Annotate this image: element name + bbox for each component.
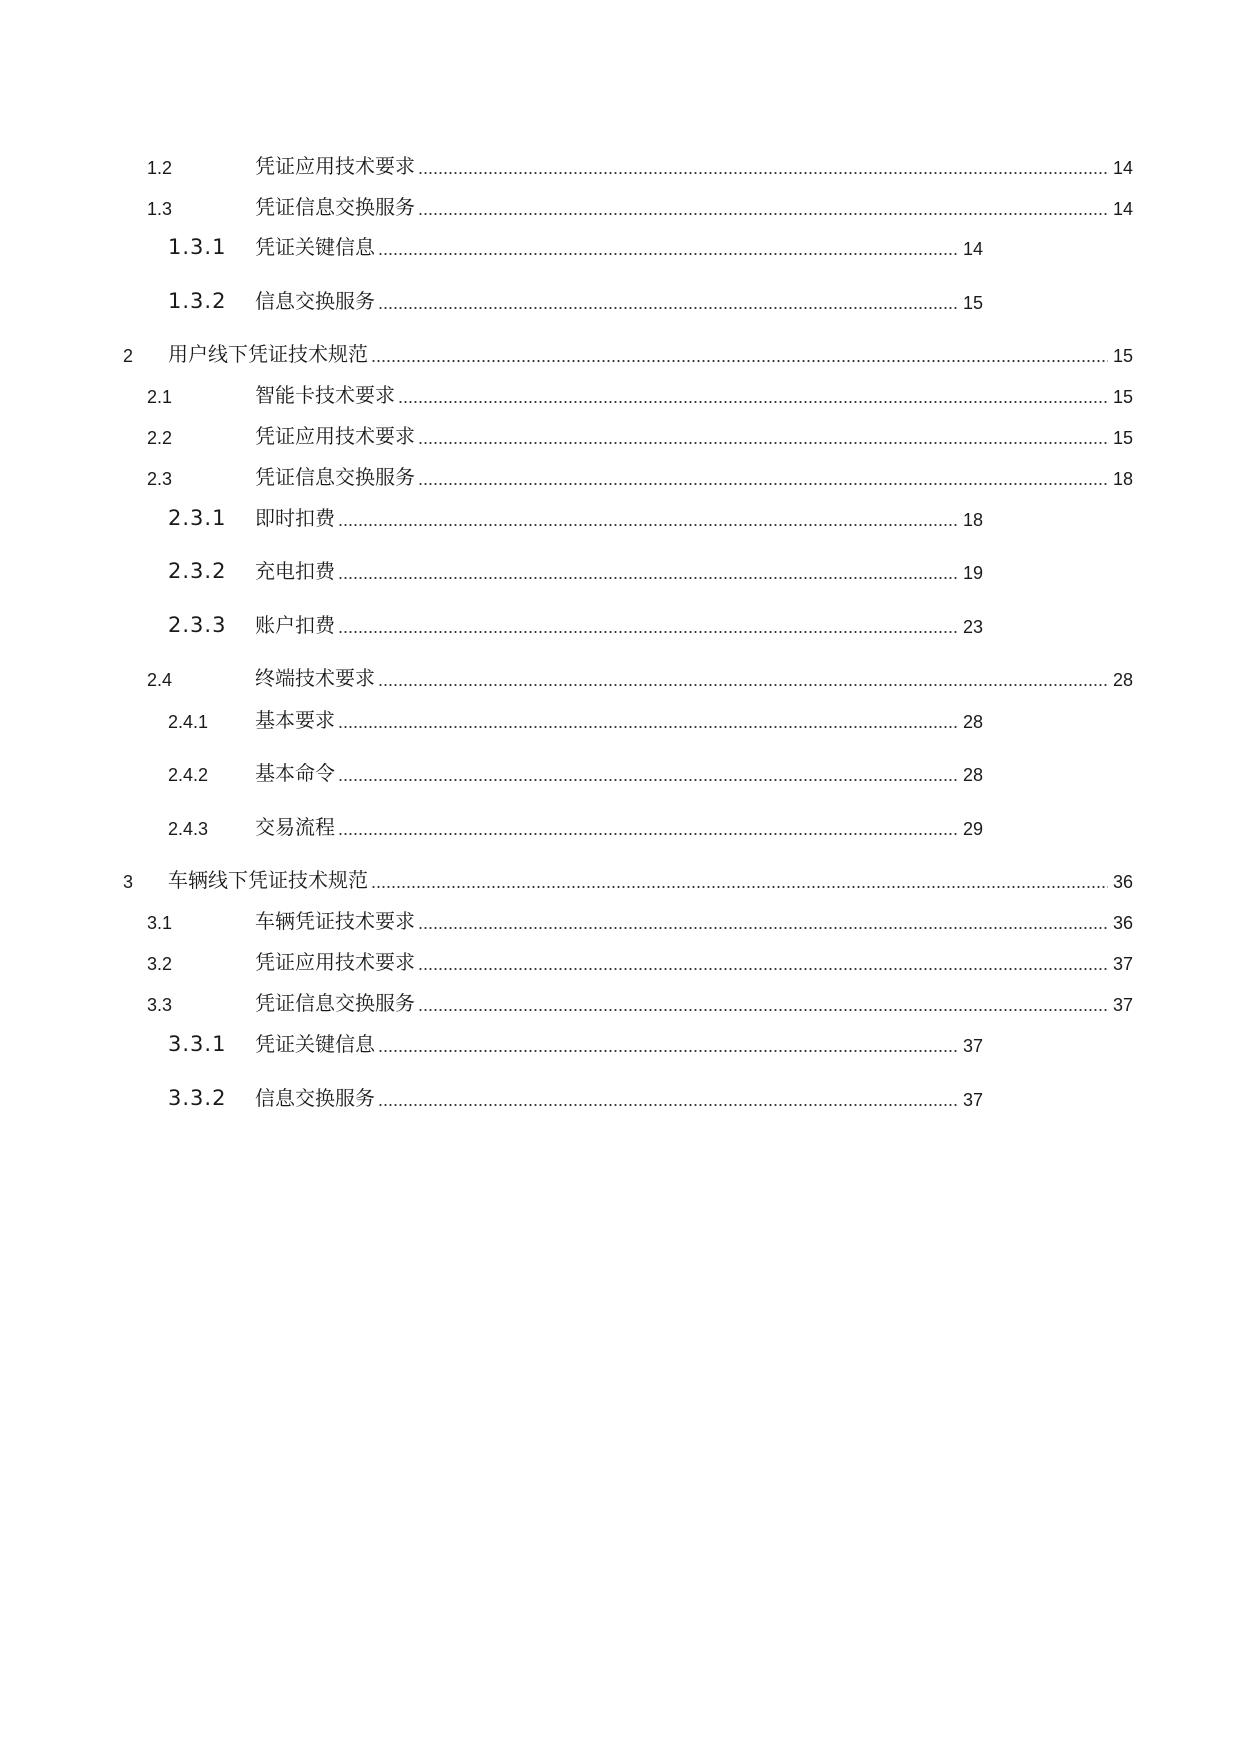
- toc-entry[interactable]: [0, 465, 1242, 495]
- toc-entry[interactable]: [0, 559, 1242, 589]
- toc-entry[interactable]: [0, 154, 1242, 184]
- toc-entry-page-number: 18: [1113, 469, 1134, 489]
- toc-entry-number: 2.3.1: [168, 506, 227, 530]
- dot-leader: [418, 195, 1108, 219]
- dot-leader: [378, 1032, 958, 1056]
- toc-entry[interactable]: [0, 506, 1242, 536]
- dot-leader: [338, 815, 958, 839]
- toc-entry[interactable]: [0, 342, 1242, 372]
- toc-entry-number: 3.3.1: [168, 1032, 227, 1056]
- toc-entry-title: 智能卡技术要求: [255, 383, 395, 407]
- dot-leader: [371, 342, 1108, 366]
- toc-entry[interactable]: [0, 708, 1242, 738]
- toc-entry-title: 车辆线下凭证技术规范: [168, 868, 368, 892]
- dot-leader: [378, 666, 1108, 690]
- toc-entry-number: 2.3.3: [168, 613, 227, 637]
- dot-leader: [378, 289, 958, 313]
- toc-entry[interactable]: [0, 868, 1242, 898]
- toc-entry[interactable]: [0, 289, 1242, 319]
- toc-entry[interactable]: [0, 1086, 1242, 1116]
- toc-entry-number: 2.4.1: [168, 712, 209, 732]
- dot-leader: [418, 424, 1108, 448]
- toc-entry-page-number: 36: [1113, 872, 1134, 892]
- toc-entry[interactable]: [0, 383, 1242, 413]
- toc-entry[interactable]: [0, 424, 1242, 454]
- toc-entry-page-number: 37: [963, 1090, 984, 1110]
- toc-entry-page-number: 15: [963, 293, 984, 313]
- dot-leader: [418, 154, 1108, 178]
- toc-entry-page-number: 29: [963, 819, 984, 839]
- toc-entry[interactable]: [0, 991, 1242, 1021]
- toc-entry-number: 2.2: [147, 428, 173, 448]
- dot-leader: [338, 559, 958, 583]
- dot-leader: [418, 991, 1108, 1015]
- toc-entry-title: 即时扣费: [255, 506, 335, 530]
- toc-entry-title: 终端技术要求: [255, 666, 375, 690]
- toc-entry-number: 2.4: [147, 670, 173, 690]
- toc-entry-title: 凭证信息交换服务: [255, 195, 415, 219]
- dot-leader: [378, 1086, 958, 1110]
- toc-entry-number: 2.3.2: [168, 559, 227, 583]
- dot-leader: [418, 909, 1108, 933]
- toc-entry-page-number: 15: [1113, 346, 1134, 366]
- toc-entry-number: 1.3.2: [168, 289, 227, 313]
- toc-entry-title: 基本命令: [255, 761, 335, 785]
- toc-entry-page-number: 19: [963, 563, 984, 583]
- toc-entry[interactable]: [0, 235, 1242, 265]
- toc-entry[interactable]: [0, 666, 1242, 696]
- toc-entry-number: 2.3: [147, 469, 173, 489]
- toc-entry-page-number: 28: [963, 712, 984, 732]
- toc-entry-page-number: 15: [1113, 387, 1134, 407]
- toc-entry-number: 2: [123, 346, 134, 366]
- toc-entry-number: 3.3.2: [168, 1086, 227, 1110]
- toc-entry-page-number: 37: [1113, 954, 1134, 974]
- toc-entry-title: 用户线下凭证技术规范: [168, 342, 368, 366]
- toc-entry-title: 凭证应用技术要求: [255, 154, 415, 178]
- toc-entry-page-number: 23: [963, 617, 984, 637]
- toc-entry-title: 车辆凭证技术要求: [255, 909, 415, 933]
- toc-entry-number: 3: [123, 872, 134, 892]
- toc-entry-title: 凭证信息交换服务: [255, 991, 415, 1015]
- toc-entry-number: 3.2: [147, 954, 173, 974]
- toc-entry-page-number: 37: [1113, 995, 1134, 1015]
- dot-leader: [338, 761, 958, 785]
- toc-entry[interactable]: [0, 1032, 1242, 1062]
- toc-entry-title: 凭证关键信息: [255, 1032, 375, 1056]
- toc-entry-title: 凭证信息交换服务: [255, 465, 415, 489]
- toc-entry[interactable]: [0, 909, 1242, 939]
- toc-entry-page-number: 15: [1113, 428, 1134, 448]
- toc-entry-number: 2.1: [147, 387, 173, 407]
- dot-leader: [418, 950, 1108, 974]
- toc-entry-page-number: 28: [963, 765, 984, 785]
- toc-entry-page-number: 28: [1113, 670, 1134, 690]
- toc-entry-title: 充电扣费: [255, 559, 335, 583]
- toc-entry[interactable]: [0, 195, 1242, 225]
- toc-entry-title: 交易流程: [255, 815, 335, 839]
- toc-entry[interactable]: [0, 613, 1242, 643]
- toc-entry-title: 凭证应用技术要求: [255, 950, 415, 974]
- toc-entry-number: 3.3: [147, 995, 173, 1015]
- toc-entry-number: 1.2: [147, 158, 173, 178]
- toc-entry-page-number: 14: [1113, 158, 1134, 178]
- dot-leader: [371, 868, 1108, 892]
- dot-leader: [338, 506, 958, 530]
- toc-entry-title: 凭证关键信息: [255, 235, 375, 259]
- toc-entry-page-number: 14: [1113, 199, 1134, 219]
- toc-entry-page-number: 18: [963, 510, 984, 530]
- toc-entry-number: 3.1: [147, 913, 173, 933]
- dot-leader: [338, 613, 958, 637]
- toc-entry-title: 账户扣费: [255, 613, 335, 637]
- dot-leader: [378, 235, 958, 259]
- dot-leader: [418, 465, 1108, 489]
- toc-entry-page-number: 14: [963, 239, 984, 259]
- toc-entry-title: 信息交换服务: [255, 1086, 375, 1110]
- dot-leader: [338, 708, 958, 732]
- dot-leader: [398, 383, 1108, 407]
- toc-entry-page-number: 37: [963, 1036, 984, 1056]
- toc-entry-title: 基本要求: [255, 708, 335, 732]
- toc-entry[interactable]: [0, 815, 1242, 845]
- toc-entry-title: 凭证应用技术要求: [255, 424, 415, 448]
- toc-entry-number: 2.4.2: [168, 765, 209, 785]
- toc-entry-number: 1.3.1: [168, 235, 227, 259]
- toc-entry-number: 2.4.3: [168, 819, 209, 839]
- toc-entry-title: 信息交换服务: [255, 289, 375, 313]
- toc-entry-number: 1.3: [147, 199, 173, 219]
- toc-entry-page-number: 36: [1113, 913, 1134, 933]
- toc-entry[interactable]: [0, 761, 1242, 791]
- toc-entry[interactable]: [0, 950, 1242, 980]
